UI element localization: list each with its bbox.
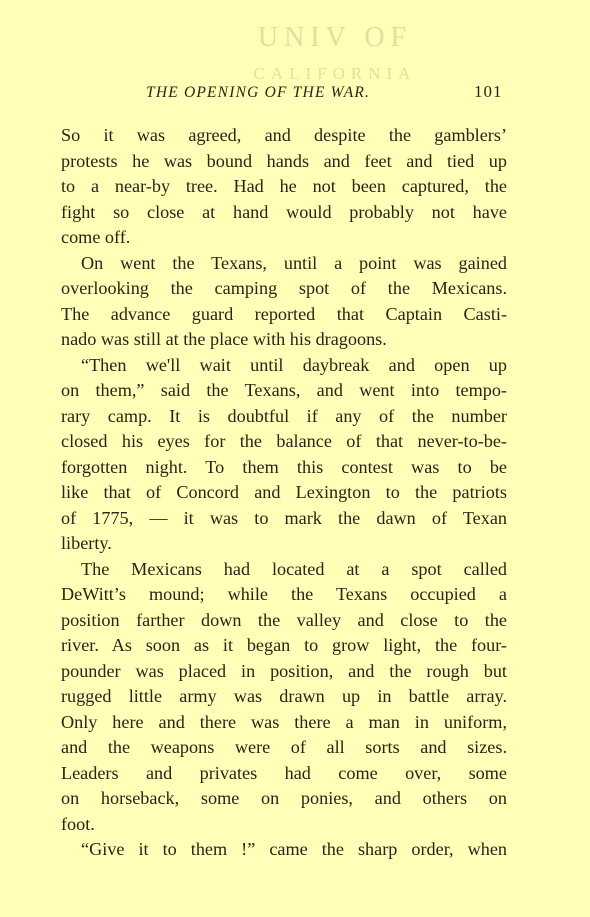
text-line: position farther down the valley and close to the [61,609,507,630]
text-line: rugged little army was drawn up in battle array. [61,686,507,706]
text-line: “Give it to them !” came the sharp order, when [81,839,507,859]
text-line: on horseback, some on ponies, and others on [61,788,507,808]
text-line: protests he was bound hands and feet and tied up [61,150,507,171]
text-line: “Then we'll wait until daybreak and open up [81,354,507,375]
running-title: THE OPENING OF THE WAR. [146,84,371,101]
text-line: On went the Texans, until a point was gained [81,252,507,273]
text-line: DeWitt’s mound; while the Texans occupied a [61,584,507,604]
text-line: fight so close at hand would probably not have [61,201,507,222]
text-line: of 1775, — it was to mark the dawn of Texan [61,507,507,528]
text-line: pounder was placed in position, and the rough but [61,660,507,681]
body-text [61,123,507,863]
text-line: liberty. [61,533,112,553]
text-line: The advance guard reported that Captain Casti- [61,303,507,324]
text-line: Only here and there was there a man in uniform, [61,711,507,732]
library-stamp-watermark-line2: CALIFORNIA [253,64,417,83]
text-line: come off. [61,227,131,247]
text-line: and the weapons were of all sorts and sizes. [61,737,507,757]
text-line: Leaders and privates had come over, some [61,762,507,783]
page-number: 101 [474,82,503,101]
text-line: So it was agreed, and despite the gamblers’ [61,125,507,145]
library-stamp-watermark: UNIV OF [257,22,413,53]
text-line: on them,” said the Texans, and went into tempo- [61,380,507,400]
text-line: closed his eyes for the balance of that never-to-be- [61,431,507,451]
text-line: river. As soon as it began to grow light, the four- [61,635,507,655]
text-line: to a near-by tree. Had he not been captured, the [61,176,507,196]
text-line: forgotten night. To them this contest was to be [61,456,507,477]
text-line: rary camp. It is doubtful if any of the number [61,405,507,426]
text-line: nado was still at the place with his dragoons. [61,329,387,349]
text-line: foot. [61,813,95,834]
text-line: like that of Concord and Lexington to the patriots [61,482,507,502]
text-line: The Mexicans had located at a spot called [81,558,507,579]
text-line: overlooking the camping spot of the Mexicans. [61,278,507,298]
